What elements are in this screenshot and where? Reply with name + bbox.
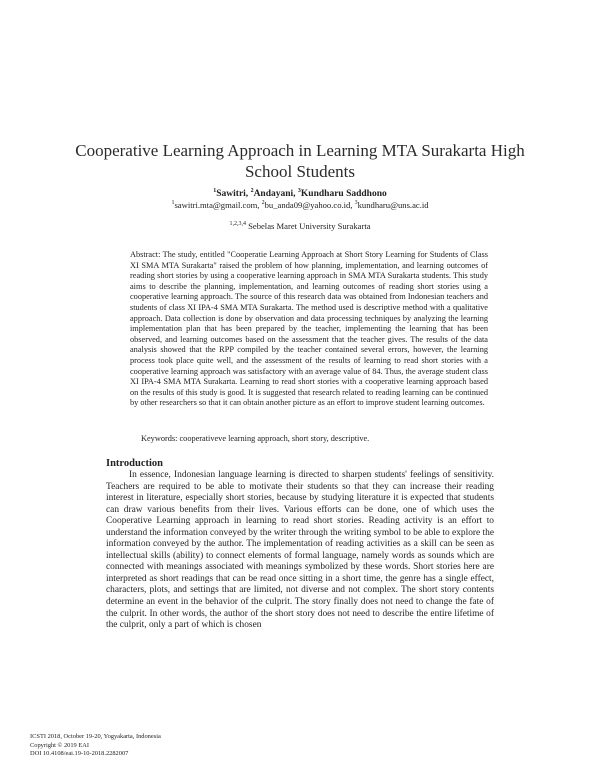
footer-doi: DOI 10.4108/eai.19-10-2018.2282007	[30, 750, 129, 757]
email-list	[60, 200, 540, 211]
keywords: Keywords: cooperativeve learning approach, short story, descriptive.	[141, 434, 370, 443]
section-heading-introduction: Introduction	[106, 458, 163, 469]
email-3: kundharu@uns.ac.id	[357, 200, 429, 210]
affiliation	[60, 221, 540, 232]
abstract: Abstract: The study, entitled "Cooperatie Learning Approach at Short Story Learning for Students of Class XI SMA MTA Surakarta" raised the problem of how planning, implementation, and learning outcomes of reading short stories by using a cooperative learning approach in SMA MTA Surakarta students. This study aims to describe the planning, implementation, and learning outcomes of reading short stories using a cooperative learning approach. The source of this research data was obtained from Indonesian teachers and students of class XI IPA-4 SMA MTA Surakarta. The method used is descriptive method with a qualitative approach. Data collection is done by observation and data processing techniques by analyzing the learning implementation plan that has been prepared by the teacher, implementing the learning that has been observed, and learning outcomes based on the assessment that the teacher gives. The results of the data analysis showed that the RPP compiled by the teacher contained several errors, however, the learning process took place quite well, and the assessment of the results of learning to read short stories with a cooperative learning approach was satisfactory with an average value of 84. Thus, the average student class XI IPA-4 SMA MTA Surakarta. Learning to read short stories with a cooperative learning approach based on the results of this study is good. It is suggested that research related to reading learning can be continued by other researchers so that it can obtain another picture as an effort to improve student learning outcomes.	[130, 250, 488, 408]
email-3-marker: 3	[354, 200, 358, 207]
introduction-body: In essence, Indonesian language learning is directed to sharpen students' feelings of sensitivity. Teachers are required to be able to motivate their students so that they can increase their reading interest in literature, especially short stories, because by studying literature it is expected that students can draw various benefits from their lives. Various efforts can be done, one of which uses the Cooperative Learning approach in learning to read short stories. Reading activity is an effort to understand the information conveyed by the writer through the writing symbol to be able to explore the information conveyed by the author. The implementation of reading activities as a skill can be seen as intellectual skills (ability) to connect elements of formal language, namely words as sounds which are connected with meanings associated with meanings symbolized by these words. Short stories here are interpreted as short readings that can be read once sitting in a short time, the genre has a single effect, characters, plots, and settings that are limited, not diverse and not complex. The short story contents determine an event in the behavior of the culprit. The story finally does not need to change the fate of the culprit. In other words, the author of the short story does not need to describe the entire lifetime of the culprit, only a part of which is chosen	[106, 470, 494, 631]
author-1-name: Sawitri,	[216, 189, 251, 199]
author-1-marker: 1	[213, 187, 217, 194]
author-2-name: Andayani,	[253, 189, 298, 199]
footer-conference: ICSTI 2018, October 19-20, Yogyakarta, Indonesia	[30, 733, 161, 740]
email-1: sawitri.mta@gmail.com,	[174, 200, 262, 210]
affiliation-marker: 1,2,3,4	[229, 221, 246, 228]
author-3-name: Kundharu Saddhono	[300, 189, 387, 199]
page-footer	[30, 733, 330, 759]
affiliation-text: Sebelas Maret University Surakarta	[245, 221, 371, 231]
footer-copyright: Copyright © 2019 EAI	[30, 741, 89, 749]
paper-title: Cooperative Learning Approach in Learning MTA Surakarta High School Students	[75, 141, 525, 181]
author-2-marker: 2	[250, 187, 254, 194]
email-1-marker: 1	[171, 200, 175, 207]
author-3-marker: 3	[297, 187, 301, 194]
email-2: bu_anda09@yahoo.co.id,	[264, 200, 355, 210]
email-2-marker: 2	[261, 200, 265, 207]
author-list	[60, 188, 540, 200]
